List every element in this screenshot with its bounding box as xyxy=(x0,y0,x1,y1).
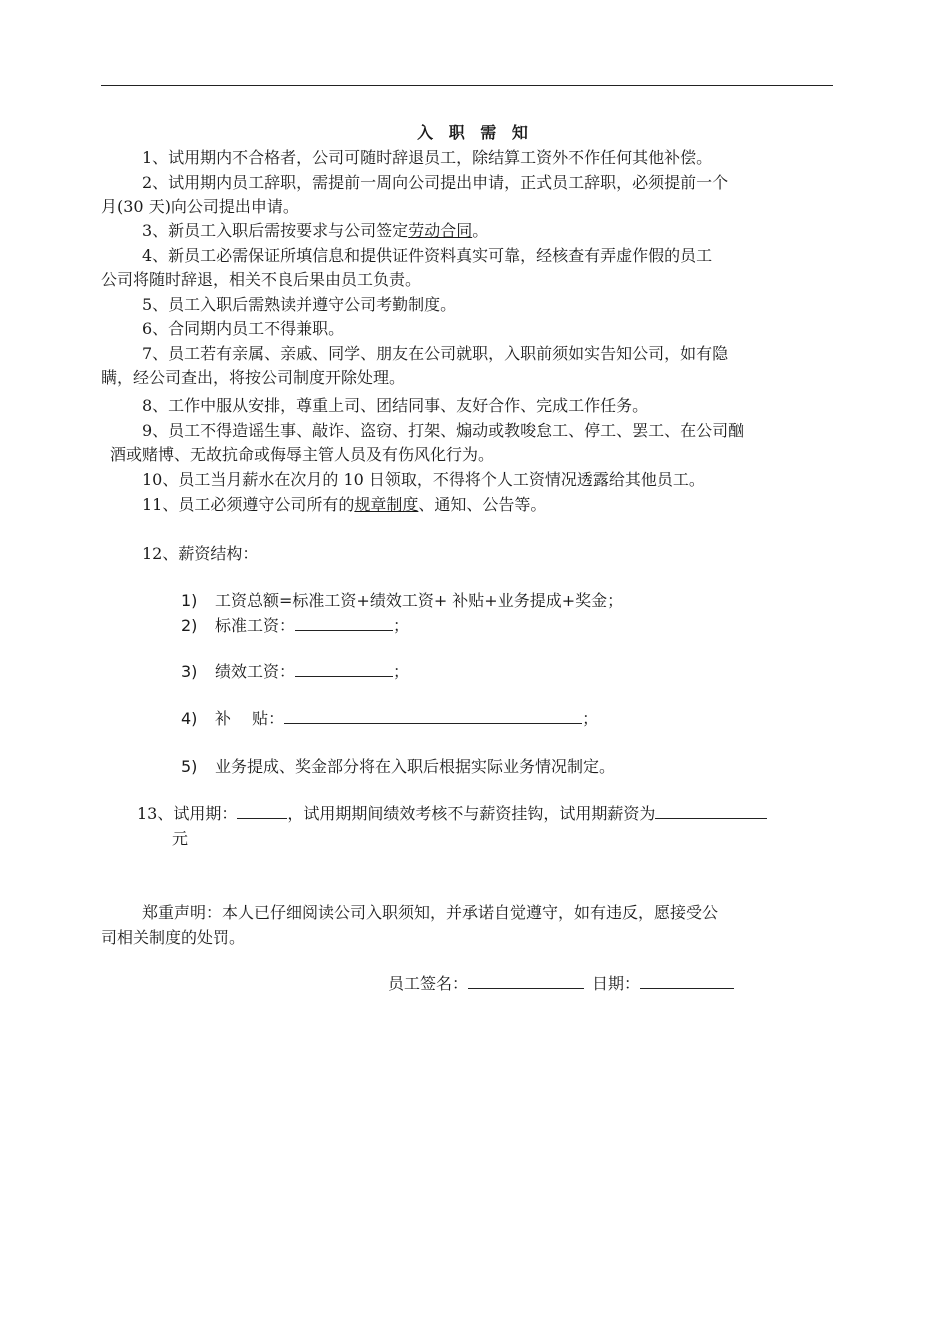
salary-item-3-number: 3) xyxy=(181,662,198,681)
performance-salary-blank[interactable] xyxy=(295,662,393,677)
salary-item-2-number: 2) xyxy=(181,616,198,635)
rule-8: 8、工作中服从安排，尊重上司、团结同事、友好合作、完成工作任务。 xyxy=(142,396,649,415)
rule-2-line-1: 2、试用期内员工辞职，需提前一周向公司提出申请，正式员工辞职，必须提前一个 xyxy=(142,173,729,192)
rule-1: 1、试用期内不合格者，公司可随时辞退员工，除结算工资外不作任何其他补偿。 xyxy=(142,148,713,167)
declaration-line-1: 郑重声明：本人已仔细阅读公司入职须知，并承诺自觉遵守，如有违反，愿接受公 xyxy=(142,903,719,922)
rule-7-line-2: 瞒，经公司查出，将按公司制度开除处理。 xyxy=(101,368,406,387)
salary-item-1-text: 工资总额=标准工资+绩效工资+ 补贴+业务提成+奖金； xyxy=(215,591,624,610)
rule-9-line-2: 酒或赌博、无故抗命或侮辱主管人员及有伤风化行为。 xyxy=(110,445,495,464)
salary-item-3 xyxy=(181,660,409,684)
signature-row xyxy=(388,972,734,996)
rule-11-text: 11、员工必须遵守公司所有的 xyxy=(142,495,355,514)
salary-item-4-semicolon: ； xyxy=(582,709,599,728)
rule-11-end: 、通知、公告等。 xyxy=(418,495,547,514)
allowance-blank[interactable] xyxy=(284,709,582,724)
allowance-label: 补 贴： xyxy=(215,709,285,728)
rule-11 xyxy=(142,493,546,517)
probation-period-blank[interactable] xyxy=(237,804,287,819)
salary-item-3-semicolon: ； xyxy=(393,662,410,681)
standard-salary-label: 标准工资： xyxy=(215,616,296,635)
probation-text: ，试用期期间绩效考核不与薪资挂钩，试用期薪资为 xyxy=(287,804,656,823)
regulations-link[interactable]: 规章制度 xyxy=(354,495,419,514)
standard-salary-blank[interactable] xyxy=(295,616,393,631)
labor-contract-link[interactable]: 劳动合同 xyxy=(408,221,473,240)
salary-item-5 xyxy=(181,755,615,779)
salary-item-4 xyxy=(181,707,598,731)
declaration-line-2: 司相关制度的处罚。 xyxy=(101,928,246,947)
rule-9-line-1: 9、员工不得造谣生事、敲诈、盗窃、打架、煽动或教唆怠工、停工、罢工、在公司酗 xyxy=(142,421,745,440)
salary-item-1-number: 1) xyxy=(181,591,198,610)
salary-item-2-semicolon: ； xyxy=(393,616,410,635)
rule-4-line-1: 4、新员工必需保证所填信息和提供证件资料真实可靠，经核查有弄虚作假的员工 xyxy=(142,246,713,265)
probation-salary-blank[interactable] xyxy=(655,804,767,819)
header-rule xyxy=(101,85,833,86)
rule-4-line-2: 公司将随时辞退，相关不良后果由员工负责。 xyxy=(101,270,422,289)
performance-salary-label: 绩效工资： xyxy=(215,662,296,681)
rule-3 xyxy=(142,219,488,243)
document-title: 入 职 需 知 xyxy=(417,123,533,142)
probation-unit: 元 xyxy=(172,829,189,848)
date-label: 日期： xyxy=(592,974,641,993)
salary-item-5-text: 业务提成、奖金部分将在入职后根据实际业务情况制定。 xyxy=(215,757,616,776)
rule-5: 5、员工入职后需熟读并遵守公司考勤制度。 xyxy=(142,295,457,314)
rule-12-heading: 12、薪资结构： xyxy=(142,544,259,563)
date-field[interactable] xyxy=(640,974,734,989)
salary-item-2 xyxy=(181,614,409,638)
employee-signature-field[interactable] xyxy=(468,974,584,989)
rule-3-end: 。 xyxy=(472,221,489,240)
salary-item-1 xyxy=(181,589,623,613)
rule-7-line-1: 7、员工若有亲属、亲戚、同学、朋友在公司就职，入职前须如实告知公司，如有隐 xyxy=(142,344,729,363)
salary-item-4-number: 4) xyxy=(181,709,198,728)
employee-signature-label: 员工签名： xyxy=(388,974,469,993)
rule-2-line-2: 月(30 天)向公司提出申请。 xyxy=(101,197,299,216)
rule-13 xyxy=(137,802,767,826)
probation-label: 13、试用期： xyxy=(137,804,238,823)
salary-item-5-number: 5) xyxy=(181,757,198,776)
rule-3-text: 3、新员工入职后需按要求与公司签定 xyxy=(142,221,409,240)
rule-6: 6、合同期内员工不得兼职。 xyxy=(142,319,345,338)
rule-10: 10、员工当月薪水在次月的 10 日领取，不得将个人工资情况透露给其他员工。 xyxy=(142,470,705,489)
